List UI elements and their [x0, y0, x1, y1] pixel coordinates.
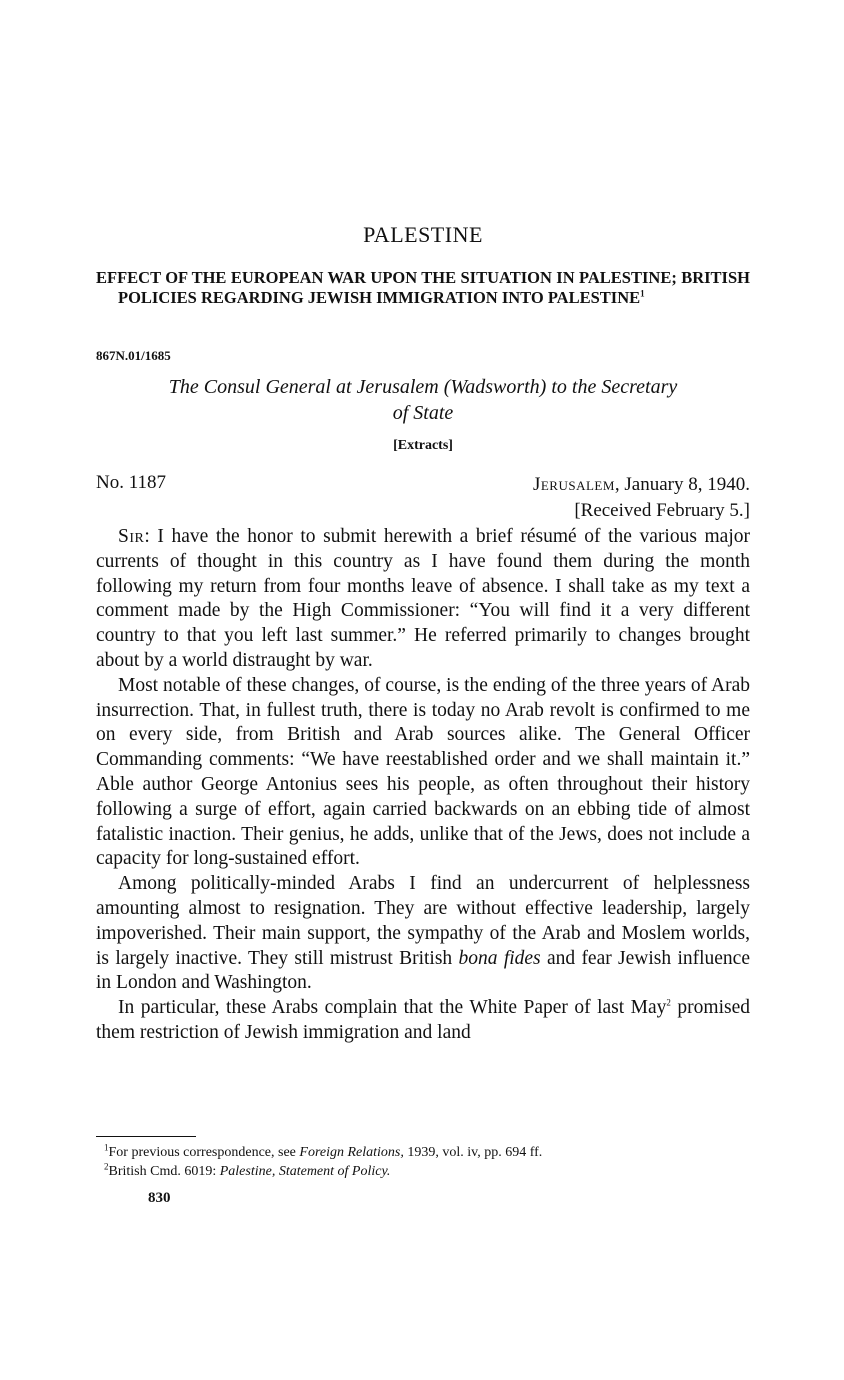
footnote-2	[96, 1162, 750, 1181]
dateline-received: [Received February 5.]	[574, 500, 750, 521]
footnote-ref-1: 1	[640, 288, 645, 299]
paragraph-4-text-a: In particular, these Arabs complain that the White Paper of last May	[118, 997, 667, 1019]
footnotes	[96, 1143, 750, 1181]
salutation: Sir	[118, 526, 145, 547]
footnote-2-italic: Palestine, Statement of Policy.	[219, 1164, 391, 1179]
footnote-1-text-a: For previous correspondence, see	[108, 1145, 300, 1160]
document-title-line-2: of State	[392, 402, 454, 424]
paragraph-2: Most notable of these changes, of course, is the ending of the three years of Arab insurrection. That, in fullest truth, there is today no Arab revolt is confirmed to me on every side, from British and Arab sources alike. The General Officer Commanding comments: “We have reestablished order and we shall maintain it.” Able author George Antonius sees his people, as often throughout their history following a surge of effort, again carried backwards on an ebbing tide of almost fatalistic inaction. Their genius, he adds, unlike that of the Jews, does not include a capacity for long-sustained effort.	[96, 674, 750, 870]
dateline	[533, 472, 750, 524]
footnote-1-marker: 1	[104, 1142, 109, 1153]
footnote-2-text-a: British Cmd. 6019:	[108, 1164, 220, 1179]
letter-body	[96, 525, 750, 1046]
paragraph-1-text: : I have the honor to submit herewith a brief résumé of the various major currents of thought in this country as I have found them during the month following my return from four months leave of absence. I shall take as my text a comment made by the High Commissioner: “You will find it a very different country to that you left last summer.” He referred primarily to changes brought about by a world distraught by war.	[96, 526, 750, 671]
paragraph-3-text-b: and fear Jewish influence in London and Washington.	[96, 947, 750, 994]
extracts-label: [Extracts]	[393, 438, 453, 453]
footnote-ref-2: 2	[666, 997, 671, 1008]
file-number: 867N.01/1685	[96, 348, 171, 363]
footnote-1-text-b: 1939, vol. iv, pp. 694 ff.	[403, 1145, 543, 1160]
document-title-line-1: The Consul General at Jerusalem (Wadsworth) to the Secretary	[168, 376, 678, 398]
dateline-place: Jerusalem	[532, 474, 615, 495]
paragraph-4-text-b: promised them restriction of Jewish immigration and land	[96, 997, 750, 1043]
paragraph-3-text-a: Among politically-minded Arabs I find an undercurrent of helplessness amounting almost to resignation. They are without effective leadership, largely impoverished. Their main support, the sympathy of the Arab and Moslem worlds, is largely inactive. They still mistrust British	[96, 873, 750, 969]
paragraph-4	[96, 996, 750, 1046]
footnote-2-marker: 2	[104, 1161, 109, 1172]
paragraph-1	[96, 525, 750, 674]
footnote-1-italic: Foreign Relations,	[299, 1145, 404, 1160]
document-title	[96, 374, 750, 426]
paragraph-3	[96, 872, 750, 996]
dateline-date: , January 8, 1940.	[614, 474, 750, 495]
dateline-place-date	[533, 472, 750, 498]
section-heading	[96, 268, 750, 308]
paragraph-3-italic: bona fides	[458, 947, 541, 969]
footnote-divider	[96, 1136, 196, 1137]
section-heading-text: EFFECT OF THE EUROPEAN WAR UPON THE SITUATION IN PALESTINE; BRITISH POLICIES REGARDING JEWISH IMMIGRATION INTO PALESTINE	[96, 268, 750, 307]
page-number: 830	[148, 1190, 171, 1206]
footnote-1	[96, 1143, 750, 1162]
document-number: No. 1187	[96, 472, 167, 493]
chapter-title: PALESTINE	[363, 222, 483, 247]
